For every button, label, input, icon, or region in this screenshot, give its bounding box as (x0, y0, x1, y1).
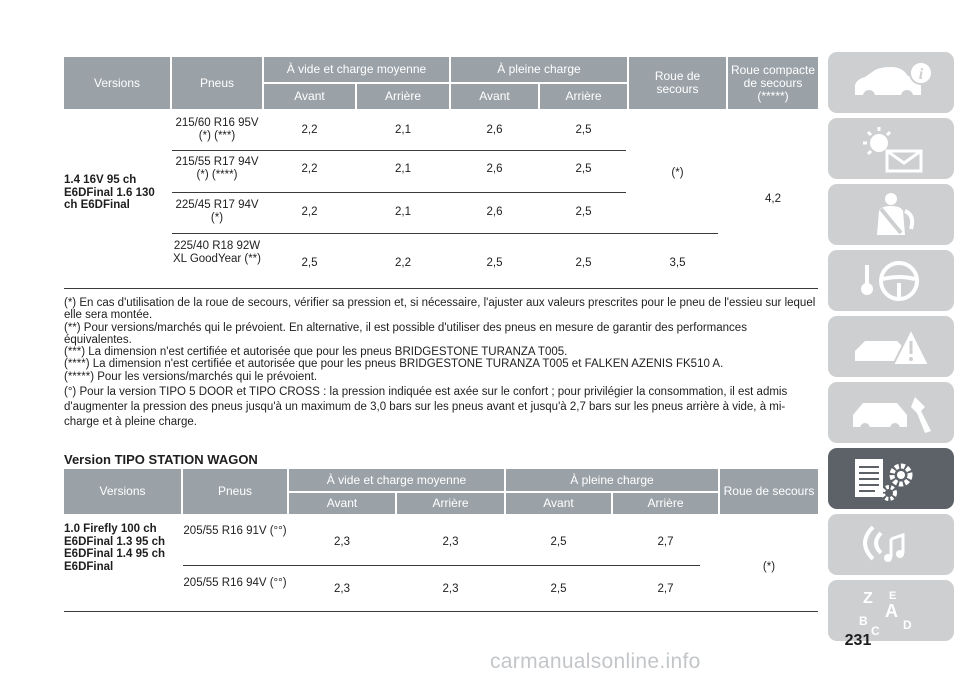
footnotes (64, 297, 816, 430)
header-pleine: À pleine charge (451, 57, 627, 82)
header-vide-avant: Avant (289, 493, 395, 514)
header-pneus: Pneus (183, 469, 287, 514)
section-title: Version TIPO STATION WAGON (64, 452, 258, 467)
page-number: 231 (844, 632, 872, 649)
tab-car-info[interactable] (828, 52, 954, 113)
footnote: (**) Pour versions/marchés qui le prévoient. En alternative, il est possible d'utiliser des pneus en mesure de garantir des performances équivalentes. (64, 321, 747, 346)
row-divider (183, 565, 700, 566)
svg-text:C: C (871, 623, 880, 637)
t1-r3-pleine-arriere: 2,5 (575, 206, 592, 218)
tab-safety[interactable] (828, 184, 954, 245)
t1-r2-vide-arriere: 2,1 (395, 163, 411, 175)
row-divider (172, 150, 626, 151)
row-divider (172, 192, 626, 193)
t2-r2-vide-avant: 2,3 (334, 583, 350, 595)
t1-r1-pleine-avant: 2,6 (486, 124, 503, 136)
t1-r4-vide-arriere: 2,2 (395, 257, 411, 269)
header-versions: Versions (64, 469, 181, 514)
t2-r2-pneu: 205/55 R16 94V (°°) (183, 577, 287, 589)
t1-r3-pneu: 225/45 R17 94V (*) (175, 199, 259, 224)
car-info-icon (841, 57, 941, 109)
t1-r2-pleine-arriere: 2,5 (575, 163, 592, 175)
t2-r2-pleine-arriere: 2,7 (657, 583, 674, 595)
table-2-version-label: 1.0 Firefly 100 ch E6DFinal 1.3 95 ch E6DFinal 1.4 95 ch E6DFinal (64, 523, 165, 573)
t1-r2-vide-avant: 2,2 (301, 163, 318, 175)
key-steering-wheel-icon (841, 255, 941, 307)
t1-r4-pneu: 225/40 R18 92W XL GoodYear (**) (172, 240, 261, 265)
header-pleine-arriere: Arrière (613, 493, 718, 514)
table-2-header (64, 469, 818, 521)
svg-text:i: i (918, 65, 924, 83)
t2-r1-pneu: 205/55 R16 91V (°°) (183, 525, 287, 537)
header-roue-secours: Roue de secours (629, 57, 726, 109)
technical-data-icon (841, 453, 941, 505)
table-1-version-label: 1.4 16V 95 ch E6DFinal 1.6 130 ch E6DFinal (64, 174, 155, 211)
tab-technical-data[interactable] (828, 448, 954, 509)
t2-r1-pleine-arriere: 2,7 (657, 536, 674, 548)
t1-roue-secours-merged: (*) (671, 167, 684, 179)
t2-r1-pleine-avant: 2,5 (550, 536, 567, 548)
t1-r2-pleine-avant: 2,6 (486, 163, 503, 175)
header-roue-secours: Roue de secours (720, 469, 818, 514)
t1-r2-pneu: 215/55 R17 94V (*) (****) (175, 156, 259, 181)
t1-r3-pleine-avant: 2,6 (486, 206, 503, 218)
header-vide: À vide et charge moyenne (264, 57, 449, 82)
t1-r1-vide-arriere: 2,1 (395, 124, 411, 136)
tab-maintenance[interactable] (828, 382, 954, 443)
svg-text:B: B (859, 613, 868, 628)
header-roue-compacte: Roue compacte de secours (*****) (728, 57, 818, 109)
footnote: (*) En cas d'utilisation de la roue de secours, vérifier sa pression et, si nécessaire, l'ajuster aux valeurs prescrites pour le pneu de l'essieu sur lequel elle sera montée. (64, 297, 816, 322)
t2-r2-vide-arriere: 2,3 (442, 583, 459, 595)
t2-roue-secours-merged: (*) (762, 561, 776, 573)
multimedia-icon (841, 519, 941, 571)
t1-r1-pleine-arriere: 2,5 (575, 124, 592, 136)
footnote: (****) La dimension n'est certifiée et autorisée que pour les pneus BRIDGESTONE TURANZA T005 et FALKEN AZENIS FK510 A. (64, 358, 724, 371)
table-1-bottom-rule (64, 288, 818, 289)
t1-r1-pneu: 215/60 R16 95V (*) (***) (175, 117, 259, 142)
emergency-icon (841, 321, 941, 373)
header-vide: À vide et charge moyenne (289, 469, 504, 491)
header-pleine-avant: Avant (451, 84, 538, 109)
header-vide-arriere: Arrière (357, 84, 449, 109)
t2-r1-vide-avant: 2,3 (334, 536, 350, 548)
header-versions: Versions (64, 57, 170, 109)
t1-r3-vide-avant: 2,2 (301, 206, 318, 218)
svg-text:D: D (903, 617, 912, 632)
table-2-bottom-rule (64, 611, 818, 612)
t1-r4-roue-secours: 3,5 (669, 257, 686, 269)
footnote: (°) Pour la version TIPO 5 DOOR et TIPO CROSS : la pression indiquée est axée sur le confort ; pour privilégier la consommation, il est admis d'augmenter la pression des pneus jusqu'à un maximum de 3,0 bars sur les pneus avant et jusqu'à 2,7 bars sur les pneus arrière à vide, à mi-charge et à pleine charge. (64, 386, 788, 429)
t1-r4-pleine-avant: 2,5 (486, 257, 503, 269)
t1-r4-pleine-arriere: 2,5 (575, 257, 592, 269)
header-pleine: À pleine charge (506, 469, 718, 491)
row-divider (172, 233, 718, 234)
watermark: carmanualsonline.info (490, 650, 701, 673)
index-icon (841, 585, 941, 637)
warning-lights-icon (841, 123, 941, 175)
header-pneus: Pneus (172, 57, 262, 109)
header-vide-avant: Avant (264, 84, 355, 109)
car-maintenance-icon (841, 387, 941, 439)
footnote: (*****) Pour les versions/marchés qui le prévoient. (64, 370, 318, 383)
header-vide-arriere: Arrière (397, 493, 504, 514)
t1-r4-vide-avant: 2,5 (301, 257, 318, 269)
t2-r2-pleine-avant: 2,5 (550, 583, 567, 595)
svg-text:E: E (889, 589, 897, 602)
table-1-header (64, 57, 818, 109)
header-pleine-avant: Avant (506, 493, 611, 514)
footnote: (***) La dimension n'est certifiée et autorisée que pour les pneus BRIDGESTONE TURANZA T005. (64, 346, 568, 359)
t1-roue-compacte-value: 4,2 (765, 193, 781, 205)
t1-r3-vide-arriere: 2,1 (395, 206, 411, 218)
tab-multimedia[interactable] (828, 514, 954, 575)
tab-starting-driving[interactable] (828, 250, 954, 311)
tab-emergency[interactable] (828, 316, 954, 377)
header-pleine-arriere: Arrière (540, 84, 627, 109)
t2-r1-vide-arriere: 2,3 (442, 536, 459, 548)
tab-warning-lights[interactable] (828, 118, 954, 179)
svg-text:Z: Z (863, 589, 873, 607)
t1-r1-vide-avant: 2,2 (301, 124, 318, 136)
svg-text:A: A (885, 600, 898, 621)
safety-seatbelt-icon (841, 189, 941, 241)
